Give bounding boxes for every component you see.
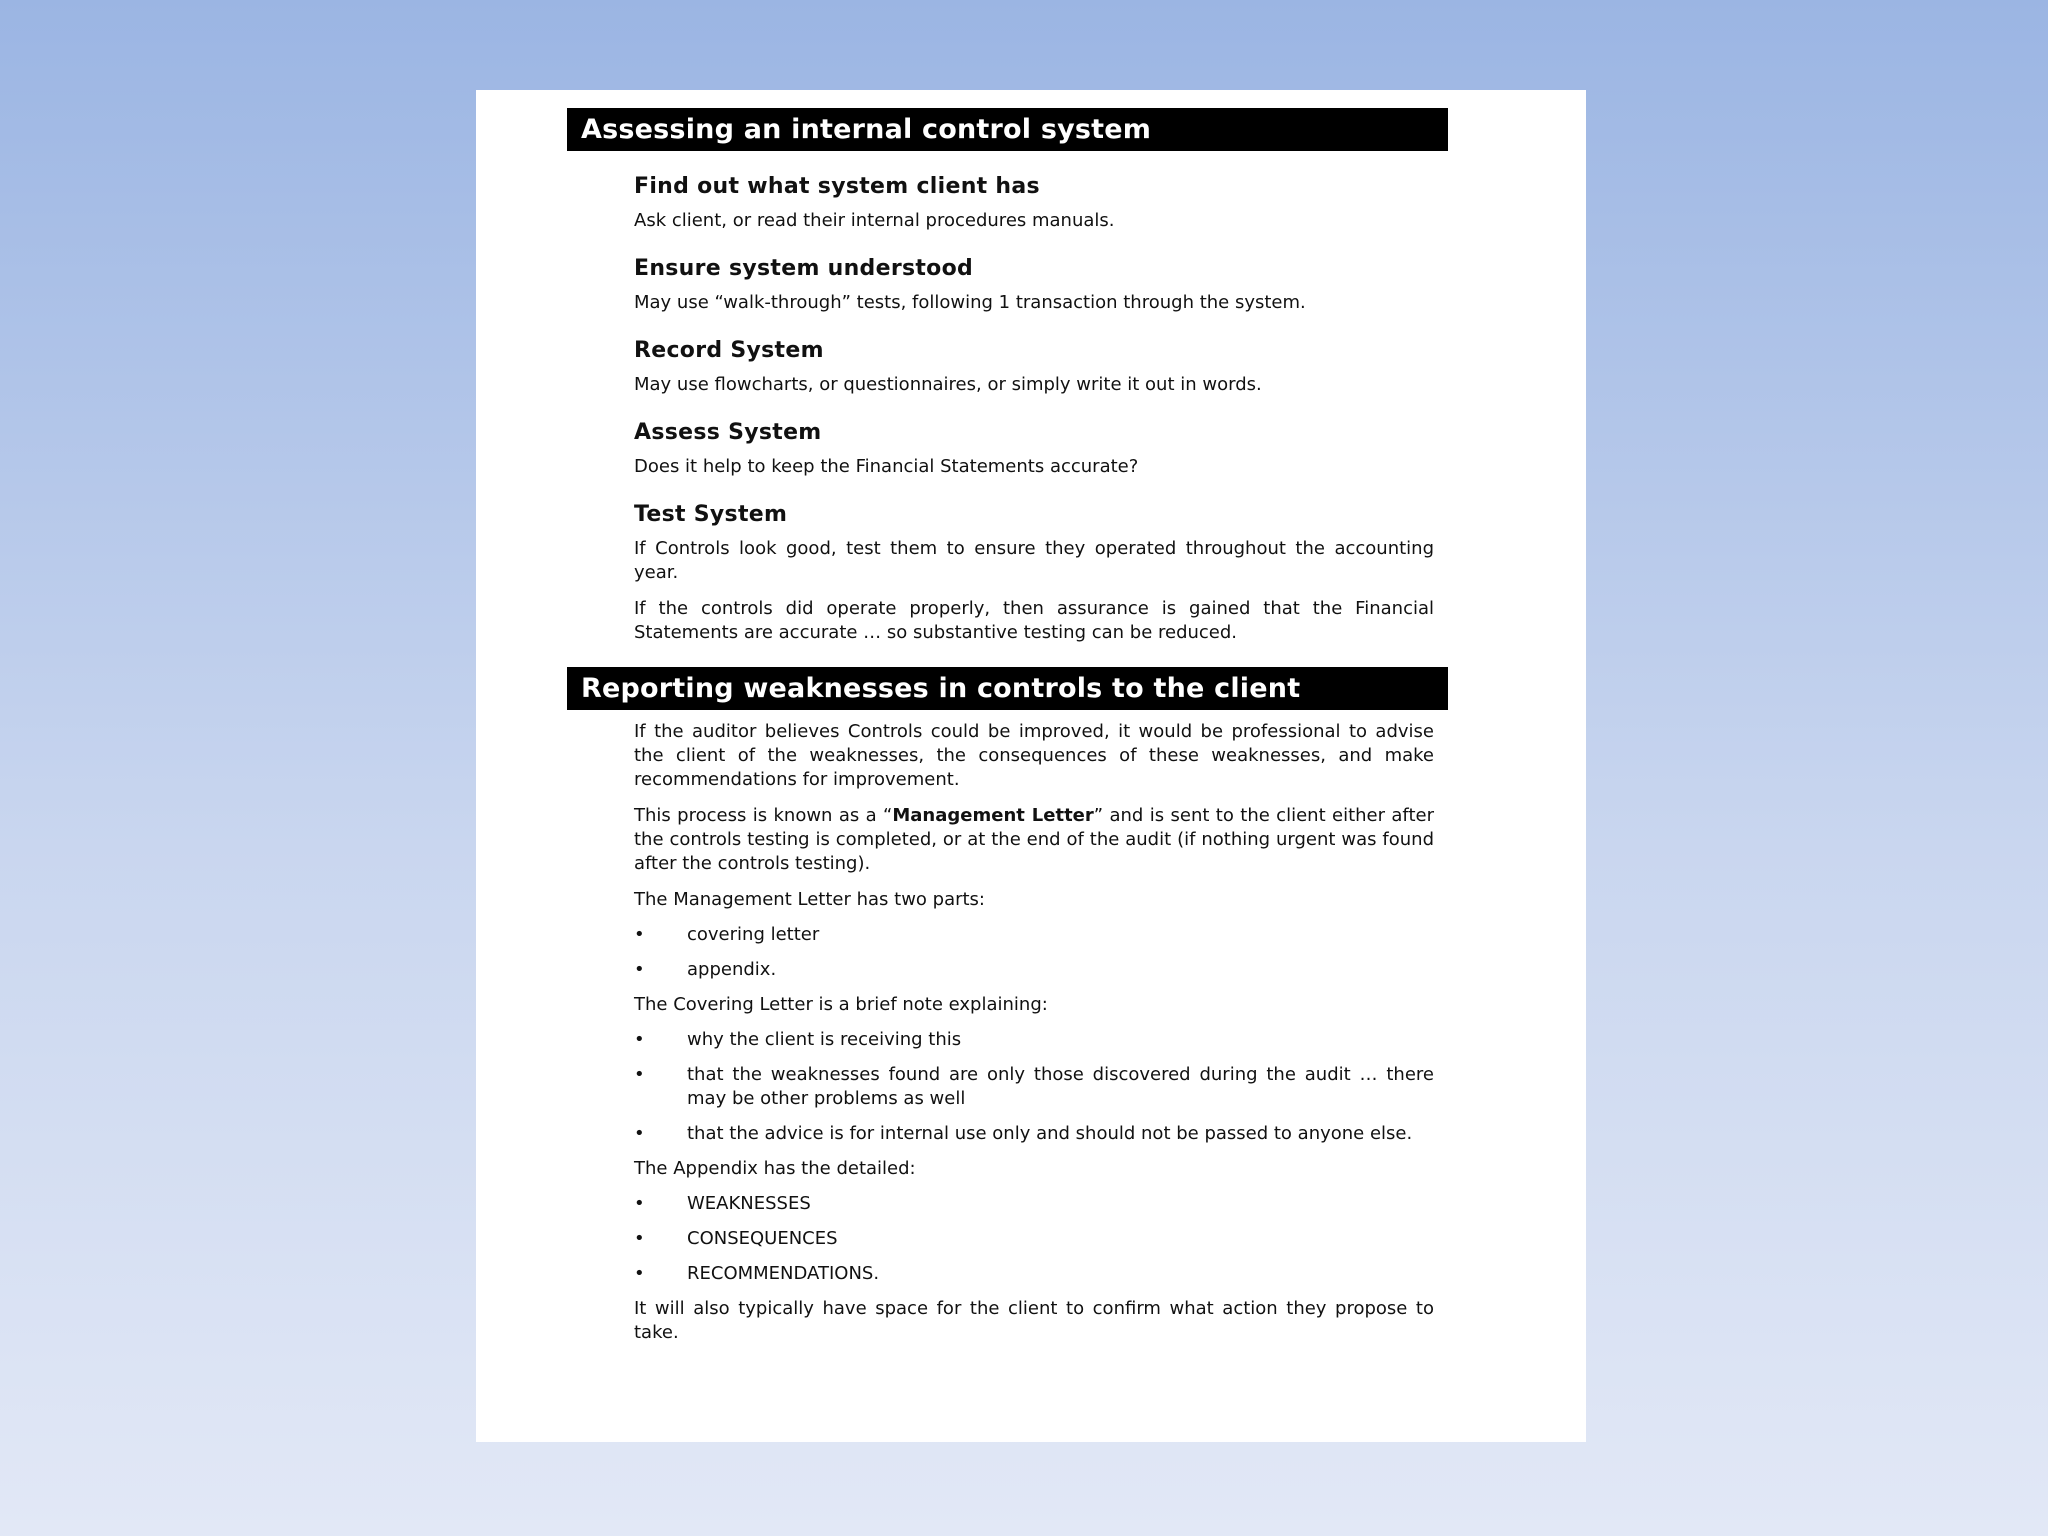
bullet-icon: • [634, 959, 645, 980]
paragraph: If the auditor believes Controls could be improved, it would be professional to advise the client of the weaknesses, the consequences of these weaknesses, and make recommendations for improvement. [634, 721, 1434, 790]
list-item [634, 1192, 1434, 1216]
list-item-text: CONSEQUENCES [687, 1228, 838, 1249]
heading-assess: Assess System [634, 420, 822, 445]
item-ensure [634, 255, 1434, 315]
list-item-text: covering letter [687, 924, 820, 945]
list-item-text: why the client is receiving this [687, 1029, 962, 1050]
bullet-icon: • [634, 1263, 645, 1284]
bullet-icon: • [634, 1064, 645, 1085]
paragraph: It will also typically have space for the client to confirm what action they propose to take. [634, 1298, 1434, 1343]
parts-list [634, 923, 1434, 982]
document-content [567, 108, 1448, 1345]
list-item-text: WEAKNESSES [687, 1193, 811, 1214]
text: ” and is sent to the client either after the controls testing is completed, or at the end of the audit (if nothing urgent was found after the controls testing). [634, 805, 1434, 874]
section-title-assessing: Assessing an internal control system [567, 108, 1448, 151]
appendix-list [634, 1192, 1434, 1286]
paragraph: Does it help to keep the Financial Statements accurate? [634, 456, 1139, 477]
list-item [634, 1122, 1434, 1146]
item-find-out [634, 173, 1434, 233]
item-assess [634, 419, 1434, 479]
list-item-text: RECOMMENDATIONS. [687, 1263, 880, 1284]
paragraph: May use flowcharts, or questionnaires, or simply write it out in words. [634, 374, 1262, 395]
section-assessing-body [634, 173, 1434, 645]
list-item [634, 923, 1434, 947]
heading-test: Test System [634, 502, 788, 527]
paragraph-management-letter [634, 804, 1434, 876]
paragraph: If Controls look good, test them to ensure they operated throughout the accounting year. [634, 538, 1434, 583]
list-item-text: that the weaknesses found are only those discovered during the audit … there may be other problems as well [687, 1064, 1434, 1109]
section-title-reporting: Reporting weaknesses in controls to the client [567, 667, 1448, 710]
bullet-icon: • [634, 1029, 645, 1050]
bullet-icon: • [634, 1228, 645, 1249]
paragraph: The Covering Letter is a brief note explaining: [634, 994, 1048, 1015]
heading-ensure: Ensure system understood [634, 256, 974, 281]
section-reporting-body [634, 720, 1434, 1345]
bullet-icon: • [634, 1193, 645, 1214]
text: This process is known as a “ [634, 805, 893, 826]
covering-list [634, 1028, 1434, 1146]
paragraph: May use “walk-through” tests, following 1 transaction through the system. [634, 292, 1306, 313]
list-item [634, 1063, 1434, 1111]
paragraph: The Appendix has the detailed: [634, 1158, 916, 1179]
list-item [634, 958, 1434, 982]
document-page [476, 90, 1586, 1442]
bullet-icon: • [634, 924, 645, 945]
list-item-text: that the advice is for internal use only and should not be passed to anyone else. [687, 1123, 1413, 1144]
list-item [634, 1227, 1434, 1251]
paragraph: The Management Letter has two parts: [634, 889, 985, 910]
list-item [634, 1262, 1434, 1286]
management-letter-term: Management Letter [892, 805, 1094, 826]
list-item-text: appendix. [687, 959, 777, 980]
bullet-icon: • [634, 1123, 645, 1144]
list-item [634, 1028, 1434, 1052]
paragraph: If the controls did operate properly, then assurance is gained that the Financial Statements are accurate … so substantive testing can be reduced. [634, 598, 1434, 643]
paragraph: Ask client, or read their internal procedures manuals. [634, 210, 1115, 231]
heading-record: Record System [634, 338, 824, 363]
item-test [634, 501, 1434, 645]
heading-find-out: Find out what system client has [634, 174, 1040, 199]
item-record [634, 337, 1434, 397]
